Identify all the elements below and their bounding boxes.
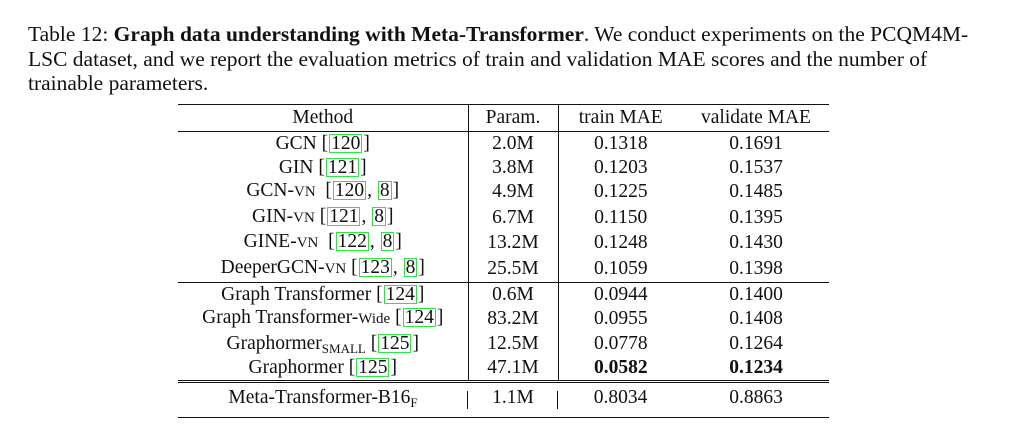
validate-mae-cell: 0.1485 — [729, 181, 783, 203]
method-subscript: SMALL — [321, 340, 366, 356]
citation-link[interactable]: 125 — [380, 332, 410, 354]
param-cell: 0.6M — [468, 282, 558, 306]
param-cell: 12.5M — [468, 332, 558, 357]
caption-text: . We conduct experiments on the PCQM4M-LSC dataset, and we report the evaluation metrics of train and validation MAE scores and the number of trainable parameters. — [28, 22, 969, 95]
method-cell: GIN [ 121 ] — [178, 156, 468, 180]
param-cell: 6.7M — [468, 205, 558, 231]
header-train-mae: train MAE — [578, 107, 663, 129]
citation-link[interactable]: 8 — [379, 180, 390, 202]
citation-link[interactable]: 8 — [405, 256, 416, 278]
validate-mae-cell: 0.1264 — [729, 333, 783, 355]
citation-link[interactable]: 8 — [382, 231, 393, 253]
param-cell: 3.8M — [468, 156, 558, 180]
column-divider — [557, 391, 558, 409]
citation-link[interactable]: 124 — [385, 283, 415, 305]
train-mae-cell: 0.1318 — [593, 133, 648, 154]
table-row — [178, 356, 829, 381]
header-method: Method — [178, 105, 468, 132]
method-name: GIN — [278, 156, 314, 178]
train-mae-cell: 0.8034 — [558, 381, 683, 417]
citation-link[interactable]: 122 — [337, 231, 367, 253]
table-body — [178, 132, 829, 418]
validate-mae-cell: 0.1430 — [729, 232, 783, 254]
method-cell: GIN-VN [ 121 , 8 ] — [178, 205, 468, 231]
method-name: Graph Transformer — [221, 283, 372, 305]
method-name: Graph Transformer- — [202, 307, 359, 329]
param-cell: 25.5M — [468, 256, 558, 282]
param-cell: 83.2M — [468, 306, 558, 332]
validate-mae-cell: 0.8863 — [683, 381, 829, 417]
caption-label: Table 12: — [28, 22, 109, 46]
train-mae-cell: 0.0955 — [593, 308, 648, 330]
param-cell: 4.9M — [468, 179, 558, 205]
method-suffix: VN — [324, 260, 347, 277]
train-mae-cell: 0.0778 — [593, 333, 648, 355]
method-name: DeeperGCN- — [220, 256, 325, 278]
method-name: Graphormer — [248, 357, 344, 379]
citation-link[interactable]: 124 — [404, 307, 434, 329]
header-param: Param. — [468, 105, 558, 132]
citation-link[interactable]: 120 — [331, 133, 361, 154]
method-name: Meta-Transformer-B16 — [228, 386, 411, 408]
validate-mae-cell: 0.1398 — [729, 257, 783, 279]
citation-link[interactable]: 121 — [329, 205, 359, 227]
method-cell: Graphormer [ 125 ] — [178, 356, 468, 381]
citation-link[interactable]: 125 — [358, 357, 388, 379]
method-cell: GINE-VN [ 122 , 8 ] — [178, 230, 468, 256]
train-mae-cell: 0.0944 — [558, 282, 683, 306]
table-row — [178, 256, 829, 282]
method-suffix: Wide — [358, 311, 391, 328]
citation-link[interactable]: 121 — [327, 156, 358, 178]
train-mae-cell: 0.1150 — [594, 206, 648, 228]
table-row — [178, 306, 829, 332]
table-row — [178, 332, 829, 357]
citation-link[interactable]: 8 — [374, 205, 384, 227]
param-cell: 2.0M — [468, 132, 558, 156]
table-row — [178, 205, 829, 231]
table-header-row — [178, 105, 829, 132]
method-name: Graphormer — [226, 332, 322, 354]
validate-mae-cell: 0.1395 — [729, 206, 783, 228]
citation-link[interactable]: 123 — [360, 256, 390, 278]
validate-mae-cell: 0.1408 — [729, 308, 783, 330]
method-cell: DeeperGCN-VN [ 123 , 8 ] — [178, 256, 468, 282]
method-suffix: VN — [293, 209, 315, 226]
citation-link[interactable]: 120 — [334, 180, 365, 202]
validate-mae-cell: 0.1537 — [729, 156, 783, 178]
caption-title: Graph data understanding with Meta-Transformer — [113, 22, 584, 46]
results-table — [178, 104, 829, 418]
train-mae-cell: 0.1225 — [593, 181, 648, 203]
method-name: GIN- — [252, 205, 294, 227]
header-validate-mae: validate MAE — [701, 107, 811, 129]
method-cell: Graph Transformer-Wide [ 124 ] — [178, 306, 468, 332]
method-cell: GCN-VN [ 120 , 8 ] — [178, 179, 468, 205]
method-suffix: VN — [294, 184, 316, 201]
method-name: GCN- — [246, 180, 294, 202]
validate-mae-cell: 0.1234 — [729, 357, 783, 379]
table-row — [178, 230, 829, 256]
method-cell — [178, 381, 468, 417]
table-row — [178, 132, 829, 156]
table-row — [178, 282, 829, 306]
table-row — [178, 156, 829, 180]
train-mae-cell: 0.1059 — [593, 257, 648, 279]
method-subscript: F — [410, 394, 418, 410]
table-row — [178, 179, 829, 205]
method-cell: GCN [ 120 ] — [178, 132, 468, 156]
method-suffix: VN — [296, 235, 319, 252]
table-caption — [28, 22, 993, 96]
param-cell — [468, 381, 558, 417]
train-mae-cell: 0.1248 — [593, 232, 648, 254]
method-name: GINE- — [243, 231, 297, 253]
train-mae-cell: 0.0582 — [593, 357, 648, 379]
method-name: GCN — [275, 133, 317, 154]
method-cell: Graphormer$_{SMALL}$ [ 125 ] — [178, 332, 468, 357]
param-cell: 13.2M — [468, 230, 558, 256]
param-value: 1.1M — [492, 387, 534, 409]
validate-mae-cell: 0.1691 — [729, 133, 783, 154]
table-row — [178, 381, 829, 417]
param-cell: 47.1M — [468, 356, 558, 381]
train-mae-cell: 0.1203 — [593, 156, 648, 178]
validate-mae-cell: 0.1400 — [683, 282, 829, 306]
method-cell: Graph Transformer [ 124 ] — [178, 282, 468, 306]
